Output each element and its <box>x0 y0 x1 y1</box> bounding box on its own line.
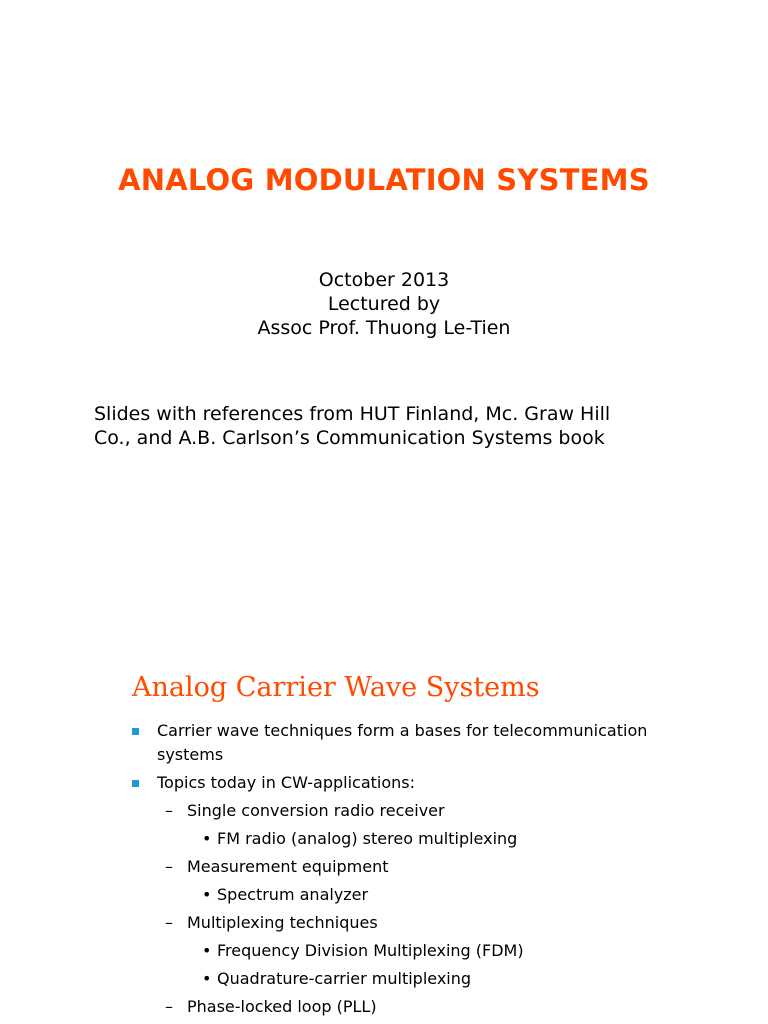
dot-bullet-icon: • <box>202 885 212 904</box>
references-text <box>94 402 734 450</box>
dot-bullet-icon: • <box>202 969 212 988</box>
sub-bullet-item <box>132 799 712 823</box>
bullet-item <box>132 719 712 767</box>
sub-bullet-item <box>132 911 712 935</box>
sub-sub-bullet-item <box>132 967 712 991</box>
references-line: Co., and A.B. Carlson’s Communication Systems book <box>94 427 605 449</box>
bullet-text: Quadrature-carrier multiplexing <box>217 969 472 988</box>
bullet-text: FM radio (analog) stereo multiplexing <box>217 829 518 848</box>
bullet-text: Carrier wave techniques form a bases for telecommunication systems <box>157 721 648 764</box>
lectured-by-text: Lectured by <box>327 293 441 315</box>
sub-sub-bullet-item <box>132 883 712 907</box>
bullet-text: Spectrum analyzer <box>217 885 369 904</box>
dash-bullet-icon: – <box>165 857 173 876</box>
date-text: October 2013 <box>318 269 450 291</box>
bullet-item <box>132 771 712 795</box>
sub-sub-bullet-item <box>132 939 712 963</box>
bullet-list <box>132 719 712 1019</box>
dash-bullet-icon: – <box>165 997 173 1016</box>
bullet-text: Multiplexing techniques <box>187 913 378 932</box>
dash-bullet-icon: – <box>165 913 173 932</box>
square-bullet-icon <box>132 780 139 787</box>
slide-title: ANALOG MODULATION SYSTEMS <box>118 163 650 197</box>
bullet-text: Single conversion radio receiver <box>187 801 445 820</box>
sub-bullet-item <box>132 855 712 879</box>
dot-bullet-icon: • <box>202 829 212 848</box>
sub-sub-bullet-item <box>132 827 712 851</box>
bullet-text: Frequency Division Multiplexing (FDM) <box>217 941 524 960</box>
slide-heading: Analog Carrier Wave Systems <box>132 672 540 703</box>
references-line: Slides with references from HUT Finland, Mc. Graw Hill <box>94 403 611 425</box>
lecturer-name: Assoc Prof. Thuong Le-Tien <box>257 317 511 339</box>
square-bullet-icon <box>132 728 139 735</box>
bullet-text: Measurement equipment <box>187 857 389 876</box>
bullet-text: Phase-locked loop (PLL) <box>187 997 377 1016</box>
content-slide <box>0 640 768 1024</box>
sub-bullet-item <box>132 995 712 1019</box>
subtitle-block <box>0 268 768 340</box>
bullet-text: Topics today in CW-applications: <box>157 773 416 792</box>
dot-bullet-icon: • <box>202 941 212 960</box>
dash-bullet-icon: – <box>165 801 173 820</box>
